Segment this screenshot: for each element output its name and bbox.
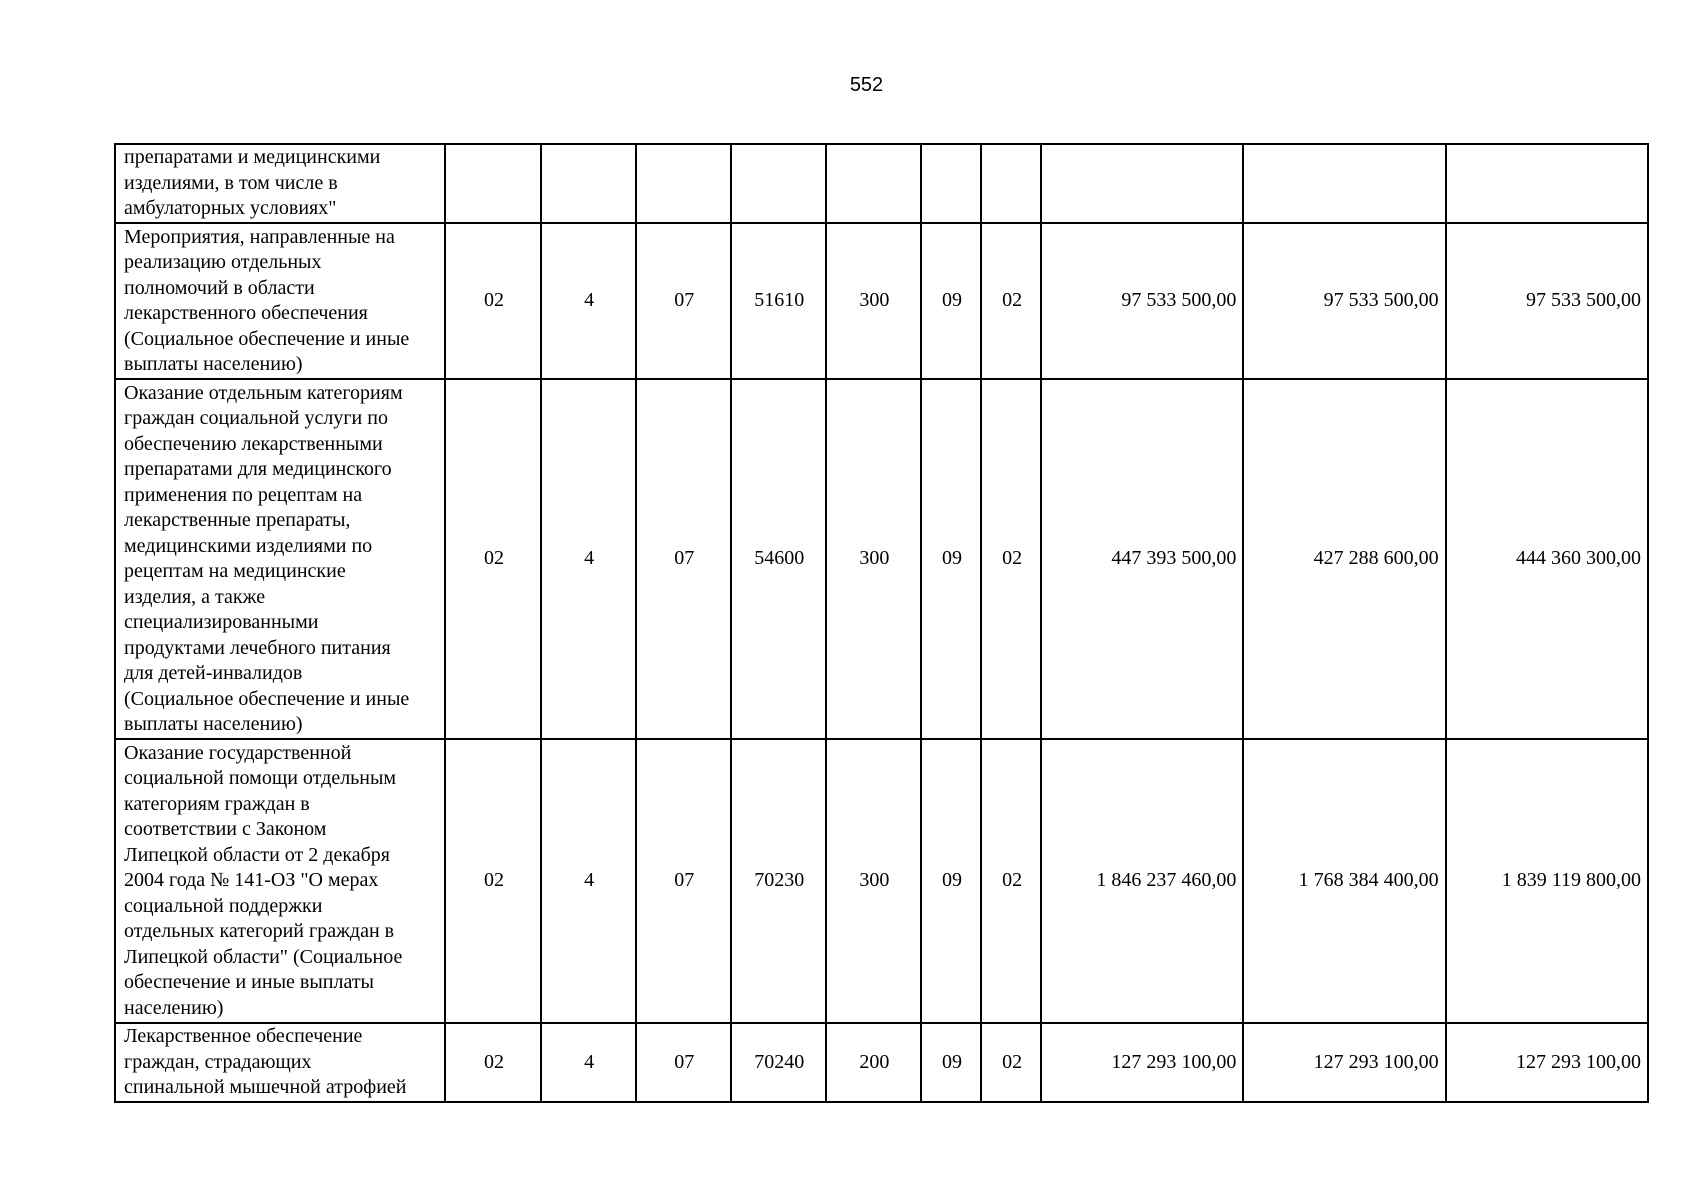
program-code: 02: [445, 379, 540, 739]
amount-year-1: 1 846 237 460,00: [1041, 739, 1243, 1023]
expense-type-code: 300: [826, 739, 921, 1023]
amount-year-3: 1 839 119 800,00: [1446, 739, 1648, 1023]
amount-year-1: 97 533 500,00: [1041, 223, 1243, 379]
event-code: 07: [636, 379, 731, 739]
table-row: [115, 144, 1648, 223]
amount-year-1: 127 293 100,00: [1041, 1023, 1243, 1102]
subprogram-code: 4: [541, 223, 636, 379]
event-code: 07: [636, 739, 731, 1023]
section-code: 09: [921, 223, 981, 379]
program-code: 02: [445, 223, 540, 379]
table-row: [115, 379, 1648, 739]
row-description: Мероприятия, направленные на реализацию отдельных полномочий в области лекарственного обеспечения (Социальное обеспечение и иные выплаты населению): [115, 223, 445, 379]
direction-code: [731, 144, 826, 223]
amount-year-2: [1243, 144, 1445, 223]
row-description: препаратами и медицинскими изделиями, в том числе в амбулаторных условиях": [115, 144, 445, 223]
program-code: [445, 144, 540, 223]
page-number: 552: [849, 74, 884, 96]
subsection-code: [981, 144, 1041, 223]
subprogram-code: 4: [541, 379, 636, 739]
subprogram-code: 4: [541, 739, 636, 1023]
amount-year-3: 444 360 300,00: [1446, 379, 1648, 739]
subsection-code: 02: [981, 1023, 1041, 1102]
budget-table: [114, 143, 1649, 1103]
direction-code: 54600: [731, 379, 826, 739]
direction-code: 51610: [731, 223, 826, 379]
event-code: 07: [636, 223, 731, 379]
table-row: [115, 739, 1648, 1023]
table-row: [115, 1023, 1648, 1102]
table-row: [115, 223, 1648, 379]
event-code: [636, 144, 731, 223]
subsection-code: 02: [981, 379, 1041, 739]
section-code: [921, 144, 981, 223]
event-code: 07: [636, 1023, 731, 1102]
expense-type-code: 300: [826, 379, 921, 739]
expense-type-code: [826, 144, 921, 223]
section-code: 09: [921, 379, 981, 739]
amount-year-1: [1041, 144, 1243, 223]
amount-year-2: 127 293 100,00: [1243, 1023, 1445, 1102]
amount-year-3: [1446, 144, 1648, 223]
expense-type-code: 300: [826, 223, 921, 379]
program-code: 02: [445, 739, 540, 1023]
amount-year-3: 127 293 100,00: [1446, 1023, 1648, 1102]
row-description: Лекарственное обеспечение граждан, страдающих спинальной мышечной атрофией: [115, 1023, 445, 1102]
subsection-code: 02: [981, 223, 1041, 379]
amount-year-1: 447 393 500,00: [1041, 379, 1243, 739]
expense-type-code: 200: [826, 1023, 921, 1102]
section-code: 09: [921, 739, 981, 1023]
direction-code: 70230: [731, 739, 826, 1023]
subsection-code: 02: [981, 739, 1041, 1023]
direction-code: 70240: [731, 1023, 826, 1102]
amount-year-2: 427 288 600,00: [1243, 379, 1445, 739]
section-code: 09: [921, 1023, 981, 1102]
amount-year-2: 1 768 384 400,00: [1243, 739, 1445, 1023]
row-description: Оказание государственной социальной помощи отдельным категориям граждан в соответствии с Законом Липецкой области от 2 декабря 2004 года № 141-ОЗ "О мерах социальной поддержки отдельных категорий граждан в Липецкой области" (Социальное обеспечение и иные выплаты населению): [115, 739, 445, 1023]
row-description: Оказание отдельным категориям граждан социальной услуги по обеспечению лекарственными препаратами для медицинского применения по рецептам на лекарственные препараты, медицинскими изделиями по рецептам на медицинские изделия, а также специализированными продуктами лечебного питания для детей-инвалидов (Социальное обеспечение и иные выплаты населению): [115, 379, 445, 739]
subprogram-code: 4: [541, 1023, 636, 1102]
amount-year-2: 97 533 500,00: [1243, 223, 1445, 379]
subprogram-code: [541, 144, 636, 223]
program-code: 02: [445, 1023, 540, 1102]
amount-year-3: 97 533 500,00: [1446, 223, 1648, 379]
